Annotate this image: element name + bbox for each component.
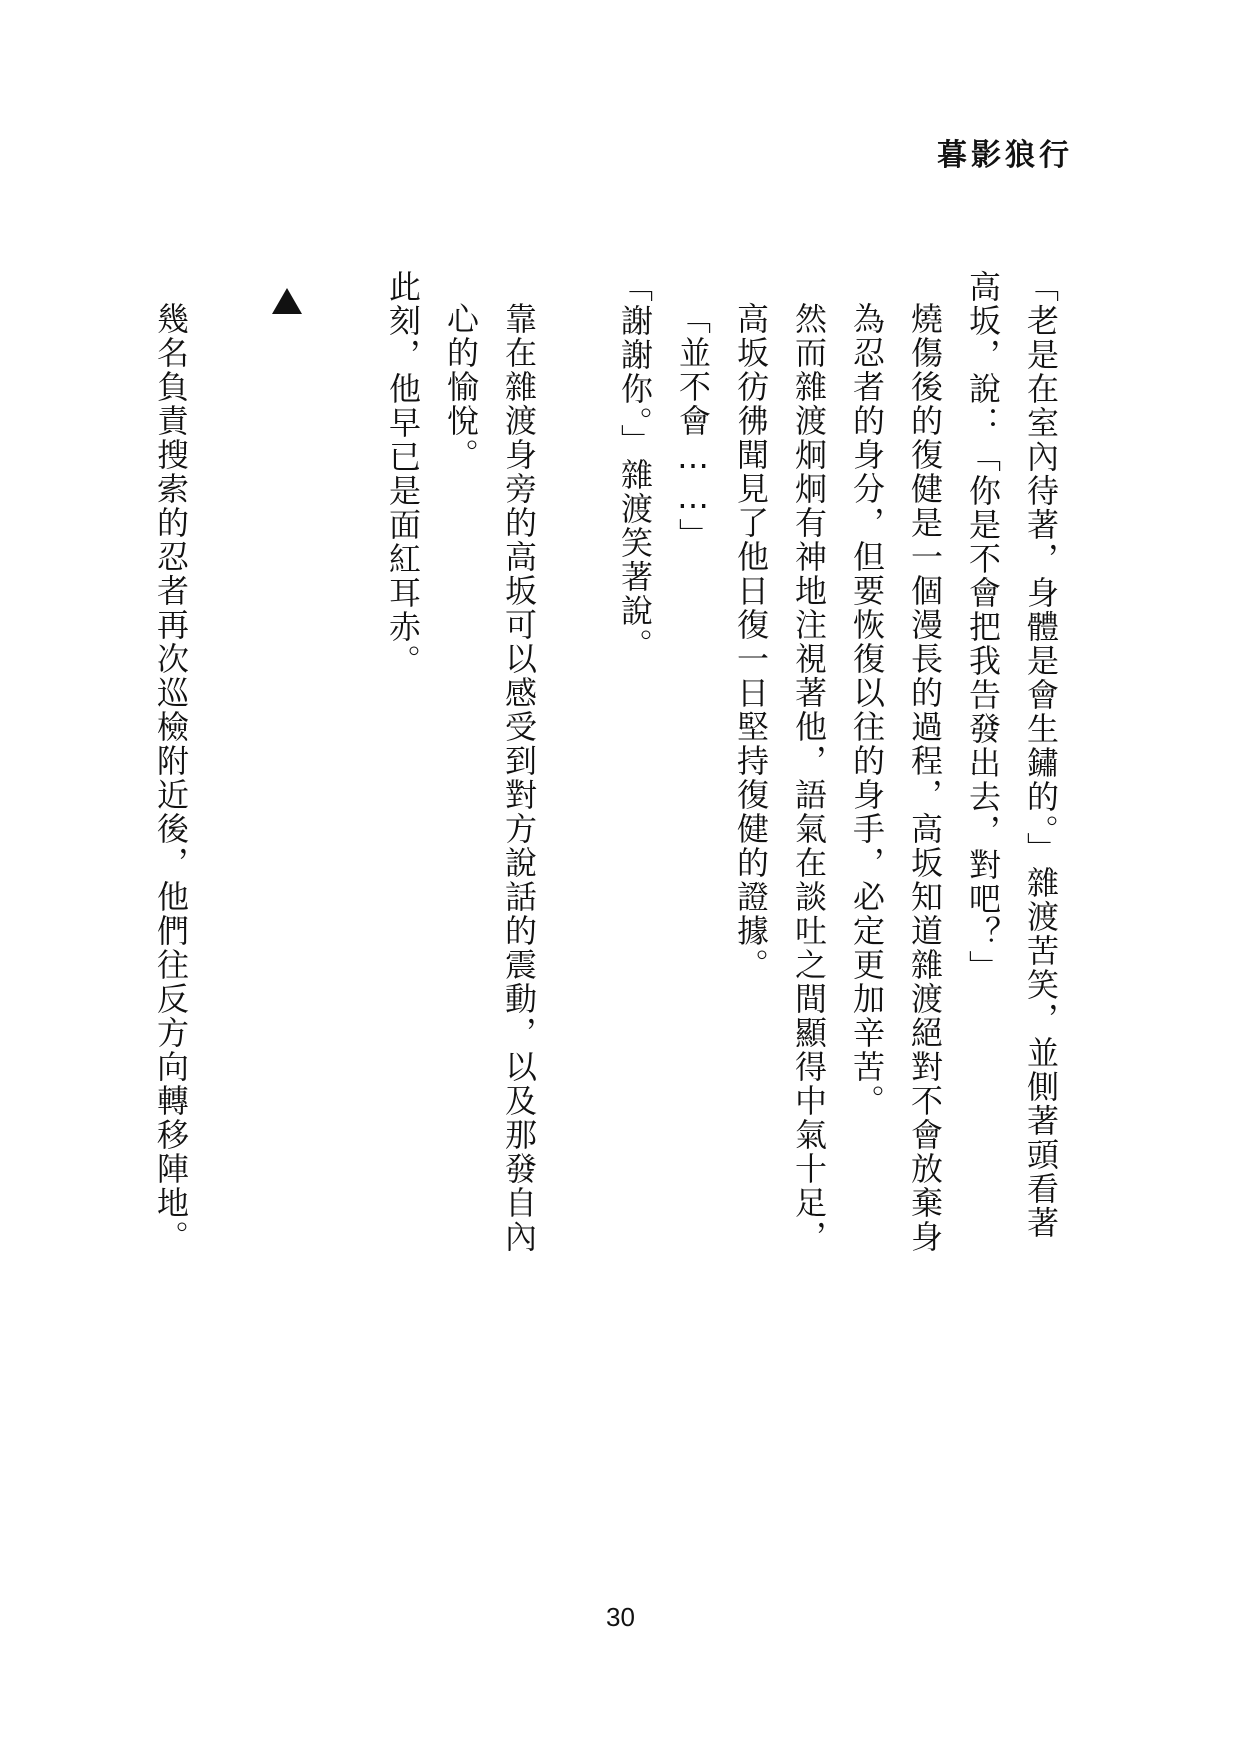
vertical-body-text bbox=[152, 270, 1070, 1270]
paragraph-4: 「並不會……」 bbox=[674, 302, 712, 552]
paragraph-1: 「老是在室內待著，身體是會生鏽的。」雜渡苦笑，並側著頭看著高坂，說：「你是不會把我告發出去，對吧？」 bbox=[964, 270, 1060, 1240]
blank-column bbox=[200, 270, 258, 1270]
paragraph-5: 「謝謝你。」雜渡笑著說。 bbox=[616, 270, 654, 662]
scene-break bbox=[258, 270, 316, 1270]
paragraph-2: 燒傷後的復健是一個漫長的過程，高坂知道雜渡絕對不會放棄身為忍者的身分，但要恢復以往的身手，必定更加辛苦。 bbox=[848, 302, 944, 1254]
running-header-title: 暮影狼行 bbox=[937, 138, 1073, 173]
paragraph-3: 然而雜渡炯炯有神地注視著他，語氣在談吐之間顯得中氣十足，高坂彷彿聞見了他日復一日堅持復健的證據。 bbox=[732, 302, 828, 1254]
page-number: 30 bbox=[606, 1602, 635, 1632]
paragraph-8: 幾名負責搜索的忍者再次巡檢附近後，他們往反方向轉移陣地。 bbox=[152, 302, 190, 1254]
blank-column bbox=[548, 270, 606, 1270]
paragraph-6: 靠在雜渡身旁的高坂可以感受到對方說話的震動，以及那發自內心的愉悅。 bbox=[442, 302, 538, 1254]
triangle-up-icon bbox=[272, 288, 302, 314]
paragraph-7: 此刻，他早已是面紅耳赤。 bbox=[384, 270, 422, 678]
blank-column bbox=[316, 270, 374, 1270]
